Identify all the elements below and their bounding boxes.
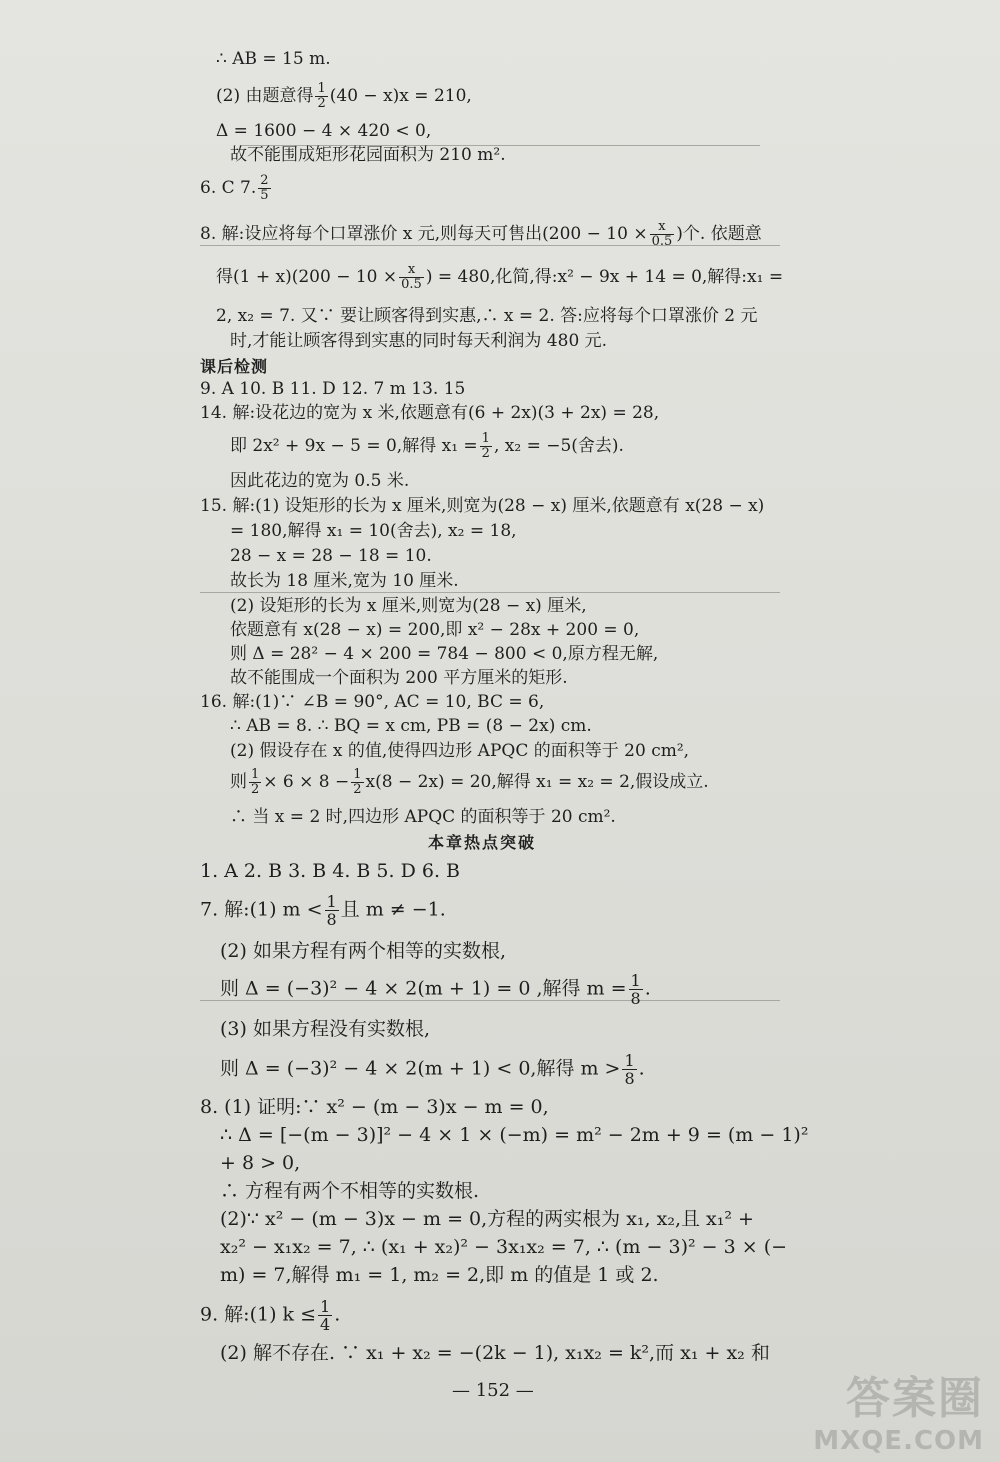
text-line: (2) 假设存在 x 的值,使得四边形 APQC 的面积等于 20 cm², xyxy=(230,741,690,761)
denominator: 2 xyxy=(353,782,362,797)
text-line: m) = 7,解得 m₁ = 1, m₂ = 2,即 m 的值是 1 或 2. xyxy=(220,1264,659,1286)
text-line: 9. A 10. B 11. D 12. 7 m 13. 15 xyxy=(200,379,466,399)
text-line: 故不能围成矩形花园面积为 210 m². xyxy=(230,145,506,165)
text-line xyxy=(200,220,762,249)
denominator: 5 xyxy=(260,188,269,203)
numerator: 1 xyxy=(353,767,362,782)
text-segment: × 6 × 8 − xyxy=(263,772,350,792)
text-line: 1. A 2. B 3. B 4. B 5. D 6. B xyxy=(200,860,461,882)
text-segment: x(8 − 2x) = 20,解得 x₁ = x₂ = 2,假设成立. xyxy=(365,772,709,792)
fraction xyxy=(480,432,492,461)
fraction xyxy=(399,263,424,292)
text-line: ∴ AB = 15 m. xyxy=(216,49,331,69)
text-line xyxy=(216,263,783,292)
text-line: ∴ 当 x = 2 时,四边形 APQC 的面积等于 20 cm². xyxy=(230,807,616,827)
text-line xyxy=(216,82,472,111)
watermark-logo-text: 答案圈 xyxy=(846,1373,984,1424)
text-segment: (40 − x)x = 210, xyxy=(329,86,472,106)
text-line: Δ = 1600 − 4 × 420 < 0, xyxy=(216,121,432,141)
denominator: 2 xyxy=(317,96,326,111)
fraction xyxy=(622,1052,636,1087)
text-line: 28 − x = 28 − 18 = 10. xyxy=(230,546,432,566)
text-segment: (2) 由题意得 xyxy=(216,86,314,106)
text-segment: ) = 480,化简,得:x² − 9x + 14 = 0,解得:x₁ = xyxy=(425,267,784,287)
numerator: 1 xyxy=(326,892,337,911)
text-line: ∴ Δ = [−(m − 3)]² − 4 × 1 × (−m) = m² − 2m + 9 = (m − 1)² xyxy=(220,1124,809,1146)
text-line xyxy=(220,1052,645,1087)
text-line: (2) 如果方程有两个相等的实数根, xyxy=(220,940,506,962)
text-line: 8. (1) 证明:∵ x² − (m − 3)x − m = 0, xyxy=(200,1096,549,1118)
text-segment: 6. C 7. xyxy=(200,178,257,198)
site-watermark xyxy=(813,1362,984,1456)
text-line: 故长为 18 厘米,宽为 10 厘米. xyxy=(230,571,459,591)
text-segment: , x₂ = −5(舍去). xyxy=(493,436,624,456)
text-line xyxy=(200,1298,340,1333)
fraction xyxy=(258,174,270,203)
text-segment: )个. 依题意 xyxy=(676,224,762,244)
numerator: 1 xyxy=(630,971,641,990)
text-line: (2) 解不存在. ∵ x₁ + x₂ = −(2k − 1), x₁x₂ = k²,而 x₁ + x₂ 和 xyxy=(220,1342,770,1364)
text-line: 14. 解:设花边的宽为 x 米,依题意有(6 + 2x)(3 + 2x) = 28, xyxy=(200,403,660,423)
text-line: 15. 解:(1) 设矩形的长为 x 厘米,则宽为(28 − x) 厘米,依题意有 x(28 − x) xyxy=(200,496,765,516)
text-segment: 9. 解:(1) k ≤ xyxy=(200,1303,316,1326)
text-line: 则 Δ = 28² − 4 × 200 = 784 − 800 < 0,原方程无解, xyxy=(230,644,659,664)
numerator: 1 xyxy=(624,1051,635,1070)
text-segment: . xyxy=(638,1057,645,1080)
numerator: 1 xyxy=(320,1297,331,1316)
page-number: — 152 — xyxy=(452,1380,534,1401)
text-line: 2, x₂ = 7. 又∵ 要让顾客得到实惠,∴ x = 2. 答:应将每个口罩涨价 2 元 xyxy=(216,306,758,326)
denominator: 4 xyxy=(320,1315,331,1334)
chapter-heading: 本章热点突破 xyxy=(428,833,537,852)
text-line: 故不能围成一个面积为 200 平方厘米的矩形. xyxy=(230,668,568,688)
text-line: ∴ AB = 8. ∴ BQ = x cm, PB = (8 − 2x) cm. xyxy=(230,716,592,736)
fraction xyxy=(650,220,675,249)
text-line: = 180,解得 x₁ = 10(舍去), x₂ = 18, xyxy=(230,521,517,541)
text-line: 16. 解:(1)∵ ∠B = 90°, AC = 10, BC = 6, xyxy=(200,692,545,712)
text-segment: 则 Δ = (−3)² − 4 × 2(m + 1) < 0,解得 m > xyxy=(220,1057,621,1080)
text-segment: 8. 解:设应将每个口罩涨价 x 元,则每天可售出(200 − 10 × xyxy=(200,224,648,244)
text-line: x₂² − x₁x₂ = 7, ∴ (x₁ + x₂)² − 3x₁x₂ = 7, ∴ (m − 3)² − 3 × (− xyxy=(220,1236,788,1258)
text-line xyxy=(200,893,446,928)
text-segment: 得(1 + x)(200 − 10 × xyxy=(216,267,398,287)
text-line xyxy=(200,174,273,203)
text-segment: 则 xyxy=(230,772,247,792)
fraction xyxy=(249,768,261,797)
denominator: 8 xyxy=(624,1069,635,1088)
text-segment: 7. 解:(1) m < xyxy=(200,898,323,921)
text-line: (2)∵ x² − (m − 3)x − m = 0,方程的两实根为 x₁, x₂,且 x₁² + xyxy=(220,1208,754,1230)
numerator: 1 xyxy=(317,81,326,96)
background-rule xyxy=(200,592,780,593)
fraction xyxy=(351,768,363,797)
denominator: 8 xyxy=(630,989,641,1008)
fraction xyxy=(318,1298,332,1333)
watermark-url: MXQE.COM xyxy=(813,1426,984,1456)
numerator: x xyxy=(399,263,424,278)
text-segment: 即 2x² + 9x − 5 = 0,解得 x₁ = xyxy=(230,436,478,456)
denominator: 0.5 xyxy=(401,277,422,292)
text-line: (3) 如果方程没有实数根, xyxy=(220,1018,430,1040)
numerator: 1 xyxy=(481,431,490,446)
text-segment: 且 m ≠ −1. xyxy=(340,898,446,921)
denominator: 0.5 xyxy=(651,234,673,249)
text-segment: . xyxy=(644,977,651,1000)
text-line: 因此花边的宽为 0.5 米. xyxy=(230,471,410,491)
numerator: x xyxy=(650,220,675,235)
denominator: 2 xyxy=(481,446,490,461)
numerator: 2 xyxy=(260,173,269,188)
text-line xyxy=(230,432,624,461)
text-line xyxy=(230,768,709,797)
denominator: 8 xyxy=(326,910,337,929)
numerator: 1 xyxy=(251,767,260,782)
fraction xyxy=(325,893,339,928)
text-line: 依题意有 x(28 − x) = 200,即 x² − 28x + 200 = 0, xyxy=(230,620,640,640)
text-line: (2) 设矩形的长为 x 厘米,则宽为(28 − x) 厘米, xyxy=(230,596,587,616)
denominator: 2 xyxy=(251,782,260,797)
section-heading: 课后检测 xyxy=(200,357,269,376)
text-line xyxy=(220,972,651,1007)
text-line: 时,才能让顾客得到实惠的同时每天利润为 480 元. xyxy=(230,331,608,351)
text-segment: 则 Δ = (−3)² − 4 × 2(m + 1) = 0 ,解得 m = xyxy=(220,977,627,1000)
text-line: + 8 > 0, xyxy=(220,1152,301,1174)
fraction xyxy=(315,82,327,111)
text-line: ∴ 方程有两个不相等的实数根. xyxy=(220,1180,480,1202)
fraction xyxy=(629,972,643,1007)
text-segment: . xyxy=(334,1303,341,1326)
